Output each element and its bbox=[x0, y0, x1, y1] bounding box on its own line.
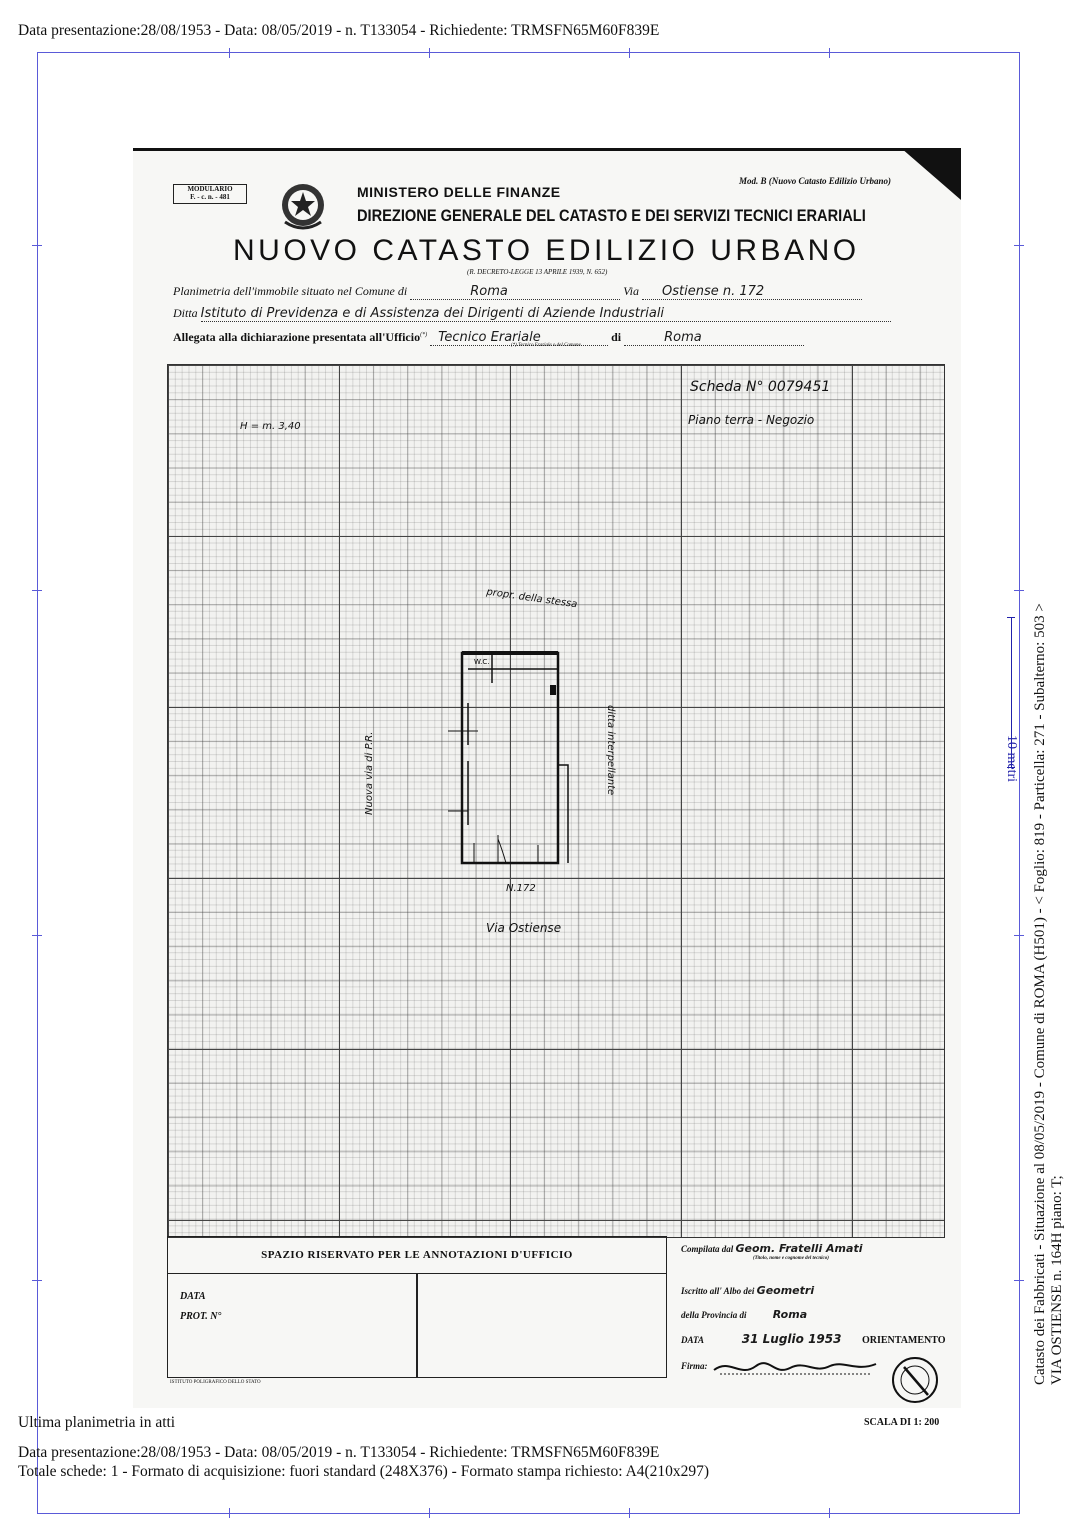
tick bbox=[1014, 1280, 1024, 1281]
republic-emblem-icon bbox=[279, 178, 327, 232]
compilata-row bbox=[681, 1242, 862, 1255]
allegata-row: Allegata alla dichiarazione presentata all'Ufficio(*) Tecnico Erariale di Roma bbox=[173, 330, 804, 346]
titolo-note: (Titolo, nome e cognome del tecnico) bbox=[753, 1256, 829, 1261]
modulario-box bbox=[173, 184, 247, 204]
tecnico-note: (*) Tecnico Erariale o del Comune bbox=[511, 343, 581, 348]
tick bbox=[32, 590, 42, 591]
via-label: Via bbox=[623, 284, 639, 298]
side-caption bbox=[1032, 455, 1066, 1385]
ditta-lato-label: ditta interpellante bbox=[605, 705, 616, 796]
side-caption-line2: VIA OSTIENSE n. 164H piano: T; bbox=[1049, 1175, 1065, 1385]
ditta-row bbox=[173, 306, 891, 322]
piano-label: Piano terra - Negozio bbox=[688, 413, 815, 427]
frame-top bbox=[37, 52, 1020, 53]
scale-label: 10 metri bbox=[1004, 735, 1019, 783]
tick bbox=[629, 48, 630, 58]
annotazioni-prot-label: PROT. N° bbox=[180, 1311, 222, 1322]
scala-label: SCALA DI 1: 200 bbox=[864, 1417, 940, 1428]
iscritto-row bbox=[681, 1284, 814, 1297]
di-label: di bbox=[611, 330, 622, 344]
tick bbox=[429, 48, 430, 58]
data-label: DATA bbox=[681, 1335, 704, 1345]
footer-line2: Totale schede: 1 - Formato di acquisizione: fuori standard (248X376) - Formato stampa richiesto: A4(210x297) bbox=[18, 1463, 710, 1480]
scanned-sheet bbox=[133, 148, 961, 1428]
tick bbox=[829, 48, 830, 58]
annotazioni-divider bbox=[416, 1273, 418, 1377]
planimetria-row bbox=[173, 284, 862, 300]
sheet-corner bbox=[901, 148, 961, 200]
wc-label: W.C. bbox=[474, 658, 490, 666]
planimetria-label: Planimetria dell'immobile situato nel Comune di bbox=[173, 284, 408, 298]
modulario-code: F. - c. n. - 481 bbox=[190, 193, 230, 201]
ditta-label: Ditta bbox=[173, 306, 198, 320]
comune-value: Roma bbox=[410, 284, 620, 300]
tick bbox=[1014, 935, 1024, 936]
scheda-number: Scheda N° 0079451 bbox=[690, 379, 831, 395]
firma-label: Firma: bbox=[681, 1361, 708, 1372]
sheet-top-border bbox=[133, 148, 961, 151]
scale-bar-cap bbox=[1007, 617, 1015, 618]
decreto-label: (R. DECRETO-LEGGE 13 APRILE 1939, N. 652) bbox=[467, 268, 608, 276]
mod-b-label: Mod. B (Nuovo Catasto Edilizio Urbano) bbox=[738, 176, 891, 186]
floor-plan-drawing bbox=[438, 635, 598, 895]
footer-label: Ultima planimetria in atti bbox=[18, 1414, 176, 1431]
footer-line1: Data presentazione:28/08/1953 - Data: 08/05/2019 - n. T133054 - Richiedente: TRMSFN65M60F839E bbox=[18, 1444, 660, 1461]
tick bbox=[32, 1280, 42, 1281]
provincia-value: Roma bbox=[772, 1308, 808, 1321]
tick bbox=[629, 1508, 630, 1518]
proprieta-label: propr. della stessa bbox=[485, 586, 578, 611]
tick bbox=[1014, 590, 1024, 591]
tick bbox=[229, 1508, 230, 1518]
signature-icon bbox=[710, 1356, 880, 1378]
istituto-label: ISTITUTO POLIGRAFICO DELLO STATO bbox=[170, 1380, 261, 1385]
iscritto-label: Iscritto all' Albo dei bbox=[681, 1286, 755, 1296]
citta-value: Roma bbox=[624, 330, 804, 346]
altezza-label: H = m. 3,40 bbox=[240, 421, 301, 432]
frame-left bbox=[37, 52, 38, 1514]
frame-bottom bbox=[37, 1513, 1020, 1514]
tick bbox=[429, 1508, 430, 1518]
via-ostiense-label: Via Ostiense bbox=[486, 921, 562, 935]
iscritto-value: Geometri bbox=[756, 1284, 815, 1297]
compilata-label: Compilata dal bbox=[681, 1244, 734, 1254]
tick bbox=[32, 245, 42, 246]
numero-civico: N.172 bbox=[506, 883, 536, 894]
allegata-label: Allegata alla dichiarazione presentata all'Ufficio bbox=[173, 330, 421, 344]
orientamento-label: ORIENTAMENTO bbox=[862, 1335, 946, 1346]
tick bbox=[32, 935, 42, 936]
tick bbox=[829, 1508, 830, 1518]
tick bbox=[1014, 245, 1024, 246]
ditta-value: Istituto di Previdenza e di Assistenza dei Dirigenti di Aziende Industriali bbox=[201, 306, 891, 322]
via-value: Ostiense n. 172 bbox=[642, 284, 862, 300]
provincia-row bbox=[681, 1308, 807, 1321]
direzione-title: DIREZIONE GENERALE DEL CATASTO E DEI SERVIZI TECNICI ERARIALI bbox=[357, 206, 866, 225]
header-info: Data presentazione:28/08/1953 - Data: 08/05/2019 - n. T133054 - Richiedente: TRMSFN65M60F839E bbox=[18, 22, 660, 39]
data-value: 31 Luglio 1953 bbox=[741, 1332, 842, 1346]
firma-row bbox=[681, 1356, 880, 1378]
frame-right bbox=[1019, 52, 1020, 1514]
data-row bbox=[681, 1332, 841, 1346]
catasto-title: NUOVO CATASTO EDILIZIO URBANO bbox=[233, 234, 860, 267]
ufficio-value: Tecnico Erariale bbox=[430, 330, 608, 346]
side-caption-line1: Catasto dei Fabbricati - Situazione al 08/05/2019 - Comune di ROMA (H501) - < Foglio: 819 - Particella: 271 - Subalterno: 503 > bbox=[1032, 603, 1048, 1385]
nuova-via-label: Nuova via di P.R. bbox=[364, 731, 375, 815]
ministero-title: MINISTERO DELLE FINANZE bbox=[357, 184, 561, 200]
annotazioni-data-label: DATA bbox=[180, 1291, 206, 1302]
modulario-label: MODULARIO bbox=[187, 185, 233, 193]
annotazioni-title: SPAZIO RISERVATO PER LE ANNOTAZIONI D'UFFICIO bbox=[168, 1237, 666, 1274]
tick bbox=[229, 48, 230, 58]
provincia-label: della Provincia di bbox=[681, 1310, 747, 1320]
compilata-value: Geom. Fratelli Amati bbox=[735, 1242, 863, 1255]
annotazioni-box bbox=[167, 1236, 667, 1378]
compass-icon bbox=[890, 1355, 940, 1405]
